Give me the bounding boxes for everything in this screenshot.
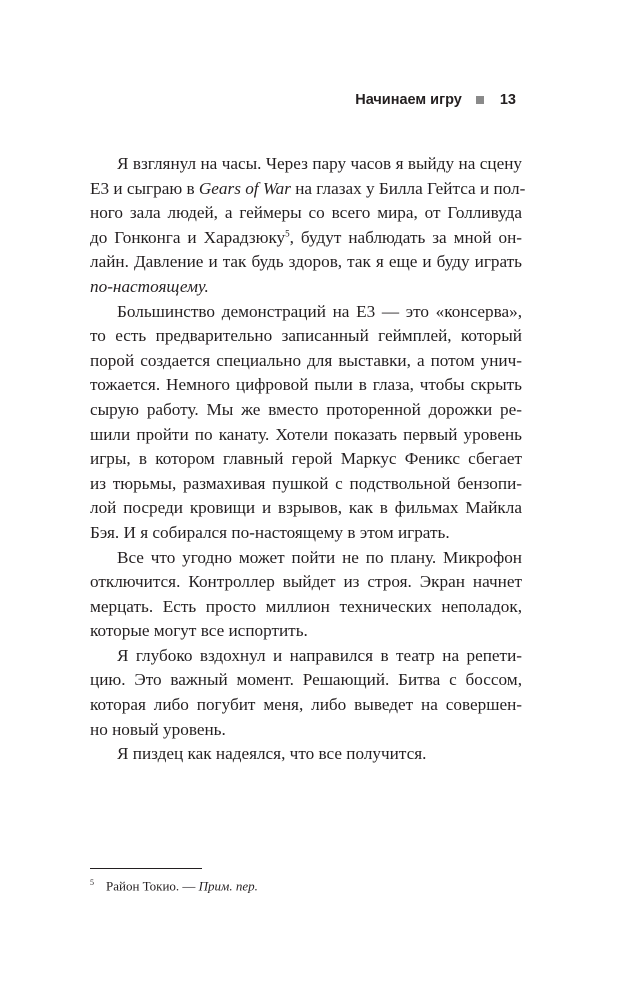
text-line: которые могут все испортить. bbox=[90, 621, 308, 641]
page-number: 13 bbox=[499, 92, 516, 108]
text-line: Все что угодно может пойти не по плану. Микрофон bbox=[117, 547, 522, 567]
text-line: Я взглянул на часы. Через пару часов я выйду на сцену bbox=[117, 154, 522, 173]
footnote-italic: Прим. пер. bbox=[198, 878, 258, 894]
text-line: тожается. Немного цифровой пыли в глаза, чтобы скрыть bbox=[90, 375, 522, 395]
paragraph-4 bbox=[90, 644, 522, 742]
text-line: Я пиздец как надеялся, что все получится. bbox=[117, 744, 427, 764]
text-line: Бэя. И я собирался по-настоящему в этом играть. bbox=[90, 522, 450, 542]
text-line: игры, в котором главный герой Маркус Феникс сбегает bbox=[90, 449, 522, 469]
text-line: то есть предварительно записанный геймплей, который bbox=[90, 326, 522, 346]
text-line: сырую работу. Мы же вместо проторенной дорожки ре- bbox=[90, 399, 522, 419]
text-line: отключится. Контроллер выйдет из строя. Экран начнет bbox=[90, 572, 522, 592]
footnote-marker: 5 bbox=[285, 228, 290, 239]
footnote-number: 5 bbox=[90, 878, 94, 887]
footnote bbox=[90, 875, 258, 894]
text-line: цию. Это важный момент. Решающий. Битва с боссом, bbox=[90, 670, 522, 690]
text-line: лайн. Давление и так будь здоров, так я еще и буду играть bbox=[90, 252, 522, 272]
text-line: которая либо погубит меня, либо выведет на совершен- bbox=[90, 695, 522, 715]
text-line: Большинство демонстраций на E3 — это «консерва», bbox=[117, 301, 522, 321]
body-text bbox=[90, 152, 526, 767]
text-line: шили пройти по канату. Хотели показать первый уровень bbox=[90, 424, 522, 444]
paragraph-5 bbox=[90, 742, 522, 767]
separator-square-icon bbox=[476, 96, 484, 104]
text-line: лой посреди кровищи и взрывов, как в фильмах Майкла bbox=[90, 498, 522, 518]
text-line: по-настоящему. bbox=[90, 276, 209, 296]
paragraph-1 bbox=[90, 152, 526, 300]
paragraph-3 bbox=[90, 546, 522, 644]
footnote-divider bbox=[90, 868, 202, 869]
text-line: но новый уровень. bbox=[90, 719, 226, 739]
text-line: мерцать. Есть просто миллион технических неполадок, bbox=[90, 596, 522, 616]
text-line: порой создается специально для выставки, а потом унич- bbox=[90, 350, 522, 370]
text-line: ного зала людей, а геймеры со всего мира, от Голливуда bbox=[90, 203, 522, 223]
paragraph-2 bbox=[90, 300, 522, 546]
text-line: Я глубоко вздохнул и направился в театр на репети- bbox=[117, 645, 522, 665]
running-head bbox=[355, 92, 516, 108]
text-line: до Гонконга и Харадзюку$^5$, будут наблюдать за мной он- bbox=[90, 227, 523, 247]
text-line: E3 и сыграю в Gears of War на глазах у Билла Гейтса и пол- bbox=[90, 178, 526, 198]
chapter-title: Начинаем игру bbox=[355, 92, 462, 108]
footnote-text: Район Токио. — bbox=[106, 878, 199, 894]
text-line: из тюрьмы, размахивая пушкой с подствольной бензопи- bbox=[90, 473, 522, 493]
